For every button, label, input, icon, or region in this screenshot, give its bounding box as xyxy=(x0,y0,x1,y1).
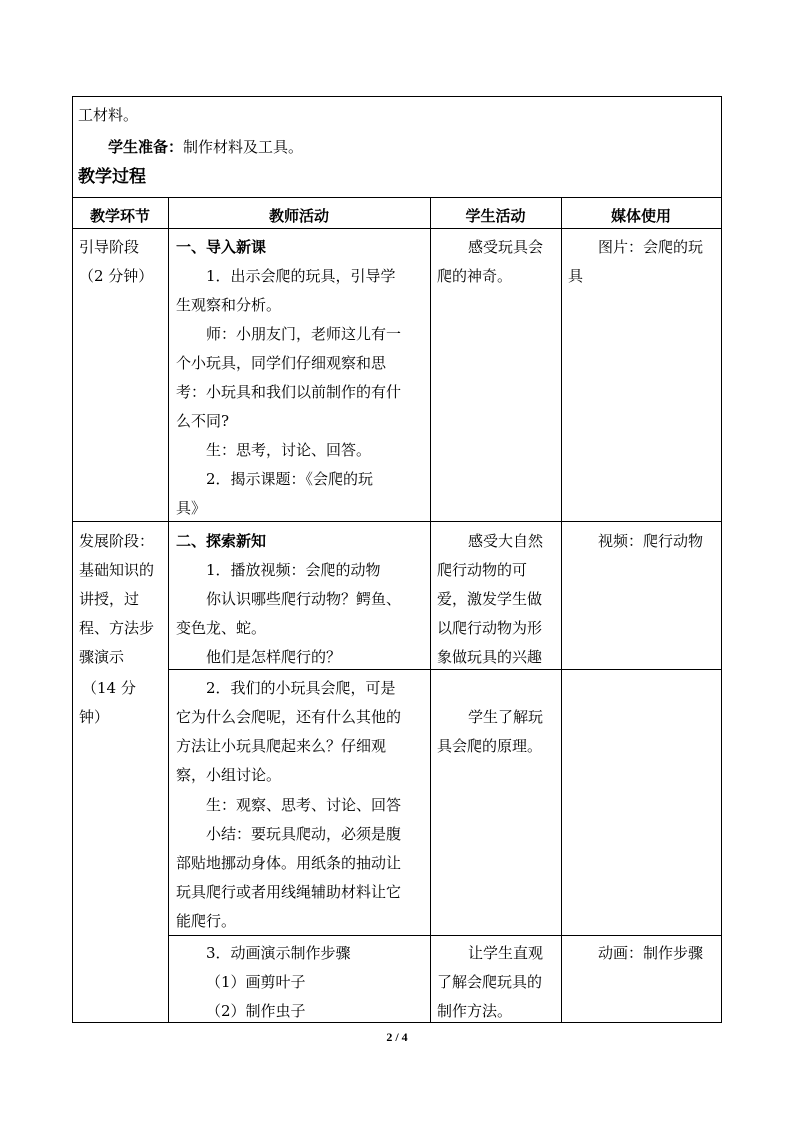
row2-stage-line: 钟） xyxy=(79,708,110,726)
table-line-row3 xyxy=(168,935,722,936)
student-prep xyxy=(108,137,303,157)
row1-media-line: 具 xyxy=(568,267,584,285)
row1-teacher-line: 1．出示会爬的玩具，引导学 xyxy=(206,267,396,285)
table-line-header xyxy=(72,228,722,229)
row2-teacher-line: 1．播放视频：会爬的动物 xyxy=(206,561,381,579)
row3-teacher-line: 方法让小玩具爬起来么？仔细观 xyxy=(176,737,387,755)
header-teacher: 教师活动 xyxy=(268,207,329,225)
row4-teacher-line: 3．动画演示制作步骤 xyxy=(206,944,351,962)
row2-teacher-heading: 二、探索新知 xyxy=(176,532,267,550)
row1-student-line: 感受玩具会 xyxy=(468,238,544,256)
row3-teacher-line: 察，小组讨论。 xyxy=(176,766,282,784)
header-media: 媒体使用 xyxy=(610,207,671,225)
row3-teacher-line: 能爬行。 xyxy=(176,912,237,930)
row1-teacher-line: 2．揭示课题：《会爬的玩 xyxy=(206,470,374,488)
row4-teacher-line: （1）画剪叶子 xyxy=(206,973,306,991)
table-border-right xyxy=(721,96,722,1023)
row2-stage-line: 基础知识的 xyxy=(79,561,155,579)
row1-teacher-line: 生：思考，讨论、回答。 xyxy=(206,441,372,459)
table-border-top xyxy=(72,96,722,97)
row4-teacher-line: （2）制作虫子 xyxy=(206,1002,306,1020)
row2-student-line: 爱，激发学生做 xyxy=(437,590,543,608)
table-border-left xyxy=(72,96,73,1023)
header-student: 学生活动 xyxy=(465,207,526,225)
header-stage: 教学环节 xyxy=(89,207,150,225)
row3-teacher-line: 它为什么会爬呢，还有什么其他的 xyxy=(176,708,402,726)
row3-teacher-line: 玩具爬行或者用线绳辅助材料让它 xyxy=(176,883,402,901)
row1-teacher-line: 师：小朋友门，老师这儿有一 xyxy=(206,325,402,343)
table-col-line-3 xyxy=(561,197,562,1023)
row4-media-line: 动画：制作步骤 xyxy=(598,944,704,962)
row1-stage-line: 引导阶段 xyxy=(79,238,140,256)
row2-student-line: 感受大自然 xyxy=(468,532,544,550)
row2-teacher-line: 变色龙、蛇。 xyxy=(176,619,267,637)
row2-stage-line: 程、方法步 xyxy=(79,619,155,637)
row1-media-line: 图片：会爬的玩 xyxy=(598,238,704,256)
row4-student-line: 让学生直观 xyxy=(468,944,544,962)
row2-media-line: 视频：爬行动物 xyxy=(598,532,704,550)
table-col-line-1 xyxy=(168,197,169,1023)
row1-teacher-line: 生观察和分析。 xyxy=(176,296,282,314)
row2-stage-line: （14 分 xyxy=(82,679,136,697)
row1-teacher-line: 考：小玩具和我们以前制作的有什 xyxy=(176,383,402,401)
row3-teacher-line: 2．我们的小玩具会爬，可是 xyxy=(206,679,396,697)
row1-teacher-heading: 一、导入新课 xyxy=(176,238,267,256)
table-line-row1 xyxy=(72,521,722,522)
table-border-bottom xyxy=(72,1022,722,1023)
row3-teacher-line: 生：观察、思考、讨论、回答 xyxy=(206,796,402,814)
table-line-process xyxy=(72,197,722,198)
row4-student-line: 制作方法。 xyxy=(437,1002,513,1020)
process-title: 教学过程 xyxy=(78,167,146,187)
row2-teacher-line: 他们是怎样爬行的？ xyxy=(206,648,342,666)
row3-student-line: 学生了解玩 xyxy=(468,708,544,726)
row2-student-line: 以爬行动物为形 xyxy=(437,619,543,637)
table-col-line-2 xyxy=(430,197,431,1023)
row2-stage-line: 讲授，过 xyxy=(79,590,140,608)
prep-line: 工材料。 xyxy=(78,106,139,124)
row1-teacher-line: 具》 xyxy=(176,499,207,517)
table-line-row2 xyxy=(168,669,722,670)
row3-teacher-line: 小结：要玩具爬动，必须是腹 xyxy=(206,825,402,843)
row1-teacher-line: 么不同? xyxy=(176,412,230,430)
row1-student-line: 爬的神奇。 xyxy=(437,267,513,285)
row4-student-line: 了解会爬玩具的 xyxy=(437,973,543,991)
row2-teacher-line: 你认识哪些爬行动物？鳄鱼、 xyxy=(206,590,402,608)
row2-student-line: 象做玩具的兴趣 xyxy=(437,648,543,666)
row2-stage-line: 发展阶段： xyxy=(79,532,155,550)
row2-stage-line: 骤演示 xyxy=(79,648,125,666)
student-prep-text: 制作材料及工具。 xyxy=(183,138,304,156)
row2-student-line: 爬行动物的可 xyxy=(437,561,528,579)
row3-student-line: 具会爬的原理。 xyxy=(437,737,543,755)
row3-teacher-line: 部贴地挪动身体。用纸条的抽动让 xyxy=(176,854,402,872)
row1-teacher-line: 个小玩具，同学们仔细观察和思 xyxy=(176,354,387,372)
page-number: 2 / 4 xyxy=(386,1030,408,1044)
student-prep-label: 学生准备： xyxy=(108,138,184,156)
row1-stage-line: （2 分钟） xyxy=(79,267,154,285)
